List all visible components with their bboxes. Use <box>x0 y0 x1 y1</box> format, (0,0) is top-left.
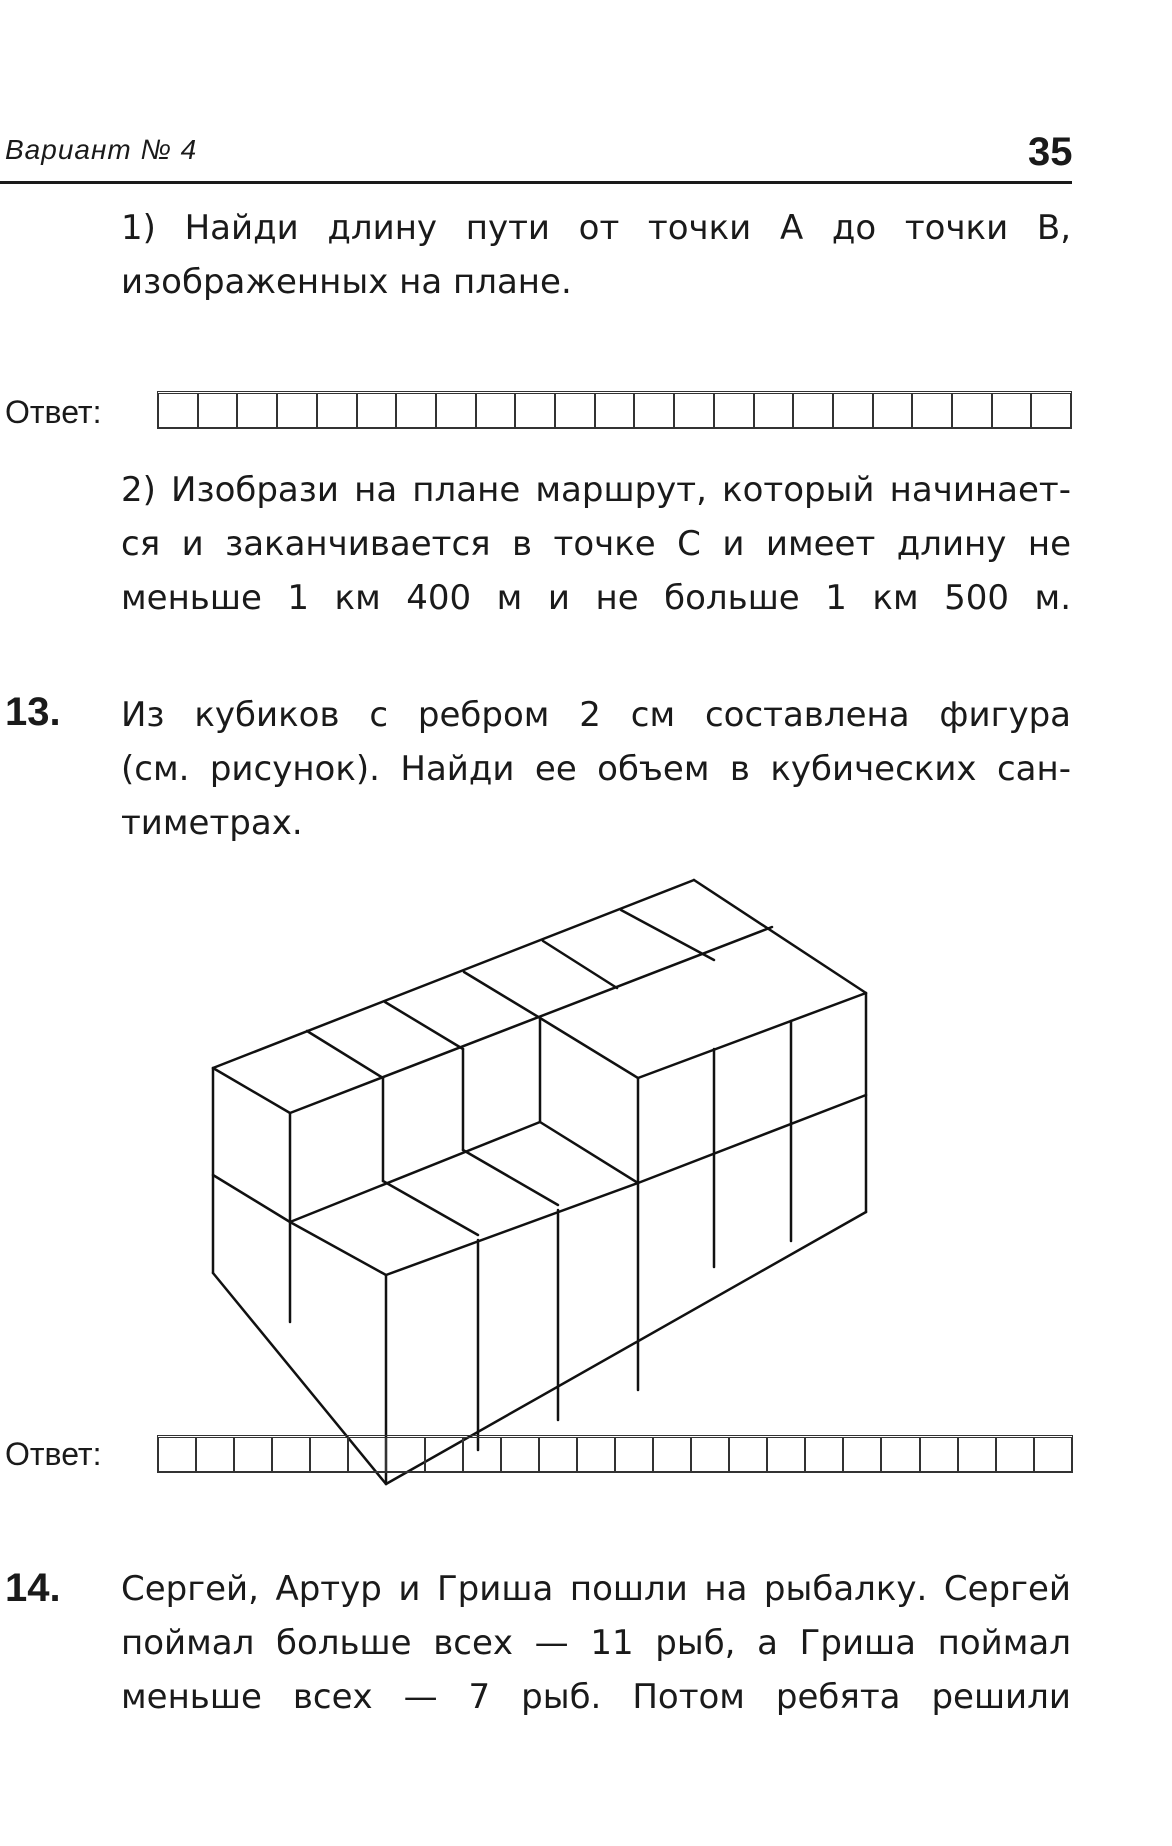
task12-part1-line2: изображенных на плане. <box>121 262 572 302</box>
task14-line3: меньше всех — 7 рыб. Потом ребята решили <box>121 1677 1071 1717</box>
task12-part2-line2: ся и заканчивается в точке C и имеет длину не <box>121 524 1071 564</box>
answer-label-2: Ответ: <box>5 1436 102 1472</box>
answer-grid-2[interactable] <box>157 1435 1073 1473</box>
task12-part2-line1: 2) Изобрази на плане маршрут, который начинает- <box>121 470 1071 510</box>
task14-line1: Сергей, Артур и Гриша пошли на рыбалку. Сергей <box>121 1569 1071 1609</box>
task14-line2: поймал больше всех — 11 рыб, а Гриша поймал <box>121 1623 1071 1663</box>
task13-number: 13. <box>5 690 61 734</box>
task14-text <box>121 1562 1071 1724</box>
task12-part2-line3: меньше 1 км 400 м и не больше 1 км 500 м. <box>121 578 1071 618</box>
task14-number: 14. <box>5 1566 61 1610</box>
page-number: 35 <box>1028 130 1073 174</box>
task13-line2: (см. рисунок). Найди ее объем в кубических сан- <box>121 749 1071 789</box>
page-header-title: Вариант № 4 <box>5 134 198 165</box>
task13-line3: тиметрах. <box>121 803 303 843</box>
answer-label-1: Ответ: <box>5 394 102 430</box>
task13-line1: Из кубиков с ребром 2 см составлена фигура <box>121 695 1071 735</box>
task12-part1-line1: 1) Найди длину пути от точки A до точки B, <box>121 208 1071 248</box>
cube-figure-lines <box>213 880 866 1484</box>
